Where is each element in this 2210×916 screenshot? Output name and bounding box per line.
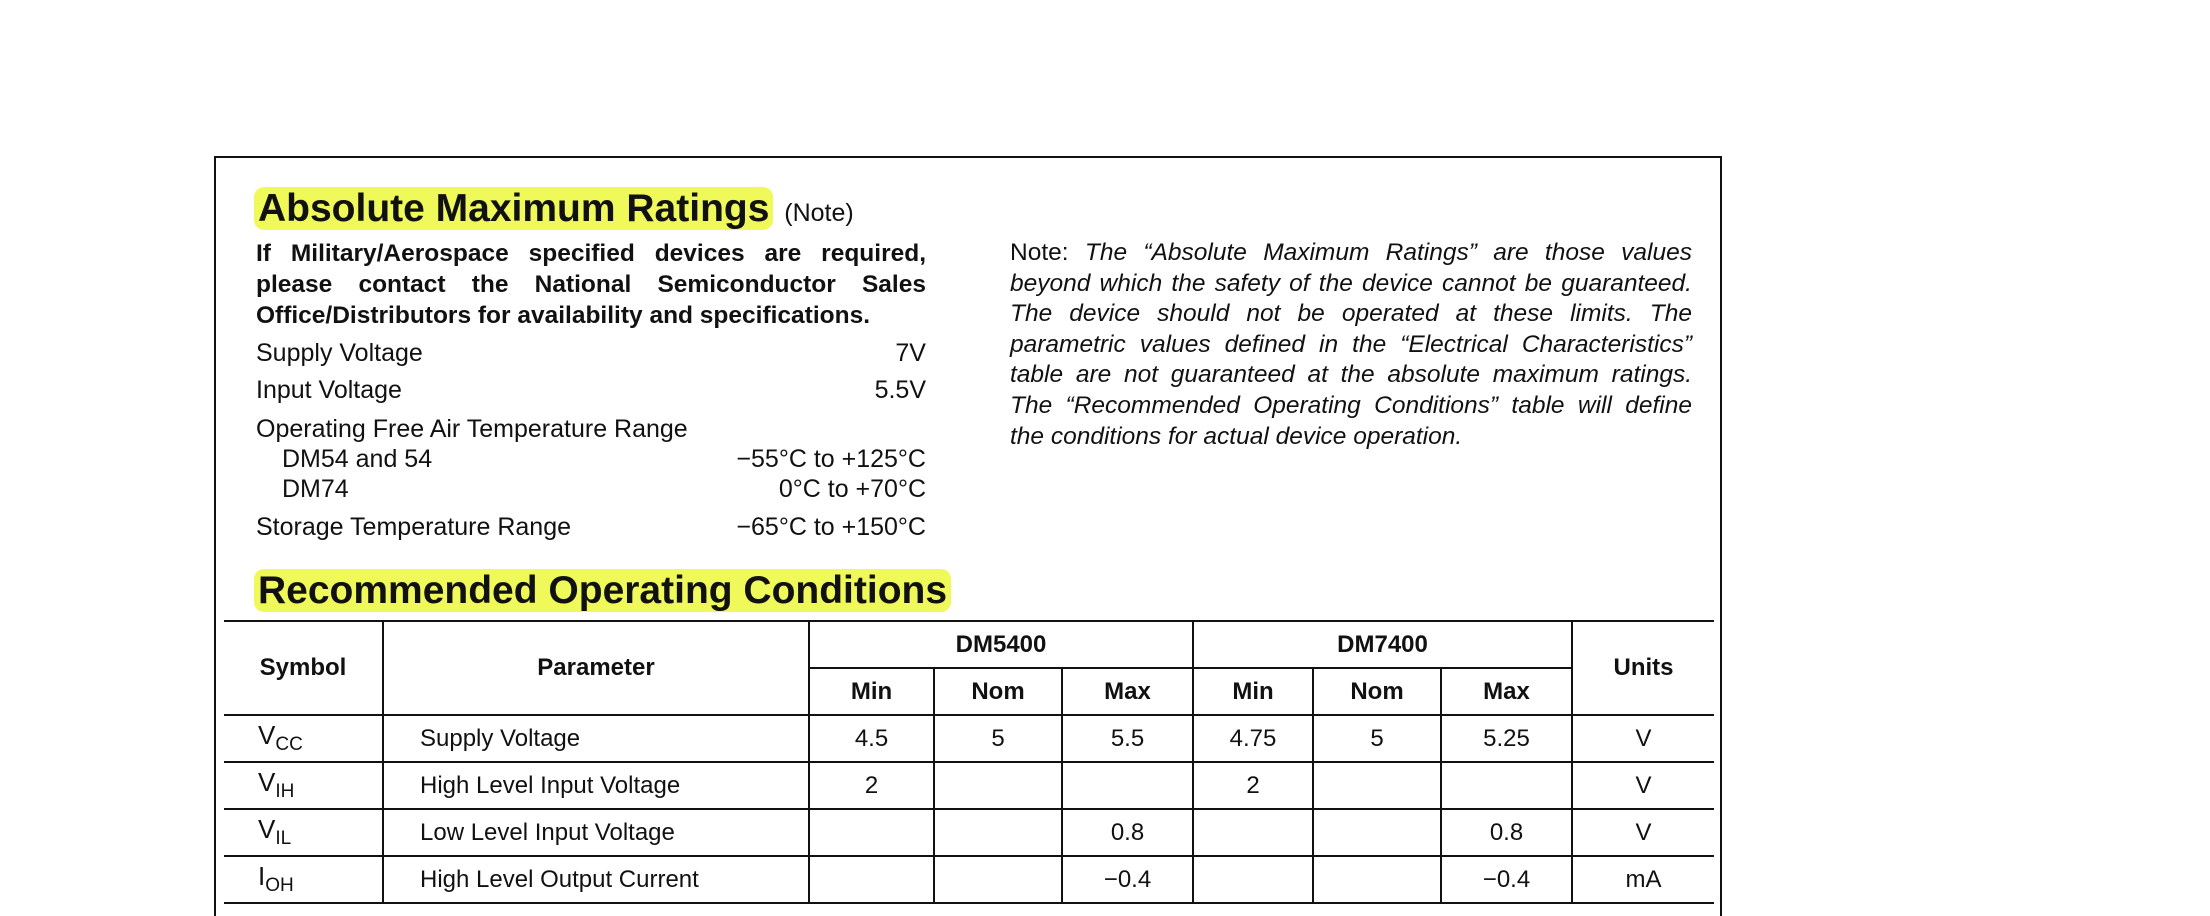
note-text: The “Absolute Maximum Ratings” are those values beyond which the safety of the device cannot be guaranteed. The device should not be operated at these limits. The parametric values defined in the “Electrical Characteristics” table are not guaranteed at the absolute maximum ratings. The “Recommended Operating Conditions” table will define the conditions for actual device operation. xyxy=(1010,239,1692,450)
abs-max-heading xyxy=(254,186,854,236)
dm5400-nom-cell xyxy=(934,762,1062,809)
dm54-temp-value: −55°C to +125°C xyxy=(736,445,926,473)
dm7400-max-cell: 5.25 xyxy=(1441,715,1572,762)
dm5400-max-cell: 0.8 xyxy=(1062,809,1193,856)
col-dm5400-nom: Nom xyxy=(934,668,1062,715)
dm7400-max-cell: 0.8 xyxy=(1441,809,1572,856)
supply-voltage-label: Supply Voltage xyxy=(256,339,423,367)
dm7400-max-cell xyxy=(1441,762,1572,809)
dm7400-nom-cell xyxy=(1313,762,1441,809)
dm54-temp-label: DM54 and 54 xyxy=(282,445,433,473)
parameter-cell: High Level Output Current xyxy=(383,856,809,903)
parameter-cell: High Level Input Voltage xyxy=(383,762,809,809)
units-cell: V xyxy=(1572,715,1714,762)
col-dm5400-max: Max xyxy=(1062,668,1193,715)
supply-voltage-row xyxy=(256,338,926,368)
symbol-subscript: IH xyxy=(275,781,295,803)
table-row xyxy=(224,856,1714,903)
symbol-letter: V xyxy=(258,720,276,751)
storage-temp-row xyxy=(256,512,926,542)
dm7400-max-cell: −0.4 xyxy=(1441,856,1572,903)
col-dm7400-min: Min xyxy=(1193,668,1313,715)
dm7400-min-cell: 4.75 xyxy=(1193,715,1313,762)
dm74-temp-label: DM74 xyxy=(282,475,349,503)
dm5400-max-cell xyxy=(1062,762,1193,809)
dm7400-nom-cell: 5 xyxy=(1313,715,1441,762)
dm5400-min-cell xyxy=(809,856,934,903)
table-row xyxy=(224,762,1714,809)
input-voltage-value: 5.5V xyxy=(874,376,926,404)
dm5400-min-cell xyxy=(809,809,934,856)
symbol-cell xyxy=(224,856,383,903)
dm7400-min-cell xyxy=(1193,809,1313,856)
symbol-letter: V xyxy=(258,814,276,845)
storage-temp-value: −65°C to +150°C xyxy=(736,513,926,541)
input-voltage-label: Input Voltage xyxy=(256,376,402,404)
symbol-cell xyxy=(224,715,383,762)
dm7400-nom-cell xyxy=(1313,809,1441,856)
dm5400-max-cell: −0.4 xyxy=(1062,856,1193,903)
symbol-subscript: CC xyxy=(275,734,303,756)
input-voltage-row xyxy=(256,375,926,405)
units-cell: mA xyxy=(1572,856,1714,903)
roc-table xyxy=(224,620,1714,904)
abs-max-note-ref: (Note) xyxy=(784,199,854,227)
col-dm7400-nom: Nom xyxy=(1313,668,1441,715)
ratings-note xyxy=(1010,238,1692,452)
dm7400-nom-cell xyxy=(1313,856,1441,903)
military-notice: If Military/Aerospace specified devices are required, please contact the National Semiconductor Sales Office/Distributors for availability and specifications. xyxy=(256,240,926,329)
symbol-cell xyxy=(224,809,383,856)
units-cell: V xyxy=(1572,762,1714,809)
symbol-cell xyxy=(224,762,383,809)
roc-heading xyxy=(254,568,951,614)
op-temp-label: Operating Free Air Temperature Range xyxy=(256,415,688,443)
dm5400-nom-cell xyxy=(934,809,1062,856)
dm5400-nom-cell: 5 xyxy=(934,715,1062,762)
dm7400-min-cell xyxy=(1193,856,1313,903)
col-dm7400-max: Max xyxy=(1441,668,1572,715)
symbol-subscript: OH xyxy=(265,875,294,897)
dm5400-nom-cell xyxy=(934,856,1062,903)
roc-title: Recommended Operating Conditions xyxy=(254,569,951,612)
abs-max-title: Absolute Maximum Ratings xyxy=(254,187,773,230)
symbol-subscript: IL xyxy=(275,828,292,850)
parameter-cell: Supply Voltage xyxy=(383,715,809,762)
dm74-temp-row xyxy=(256,474,926,504)
table-row xyxy=(224,809,1714,856)
symbol-letter: I xyxy=(258,861,266,892)
dm74-temp-value: 0°C to +70°C xyxy=(778,475,926,503)
col-dm5400: DM5400 xyxy=(809,621,1193,668)
op-temp-row xyxy=(256,414,926,444)
symbol-letter: V xyxy=(258,767,276,798)
dm5400-max-cell: 5.5 xyxy=(1062,715,1193,762)
note-prefix: Note: xyxy=(1010,239,1069,266)
dm5400-min-cell: 4.5 xyxy=(809,715,934,762)
dm7400-min-cell: 2 xyxy=(1193,762,1313,809)
col-symbol: Symbol xyxy=(224,621,383,715)
units-cell: V xyxy=(1572,809,1714,856)
parameter-cell: Low Level Input Voltage xyxy=(383,809,809,856)
col-parameter: Parameter xyxy=(383,621,809,715)
dm54-temp-row xyxy=(256,444,926,474)
col-dm7400: DM7400 xyxy=(1193,621,1572,668)
datasheet-page xyxy=(214,156,1722,916)
dm5400-min-cell: 2 xyxy=(809,762,934,809)
table-row xyxy=(224,715,1714,762)
storage-temp-label: Storage Temperature Range xyxy=(256,513,572,541)
supply-voltage-value: 7V xyxy=(895,339,926,367)
col-units: Units xyxy=(1572,621,1714,715)
col-dm5400-min: Min xyxy=(809,668,934,715)
